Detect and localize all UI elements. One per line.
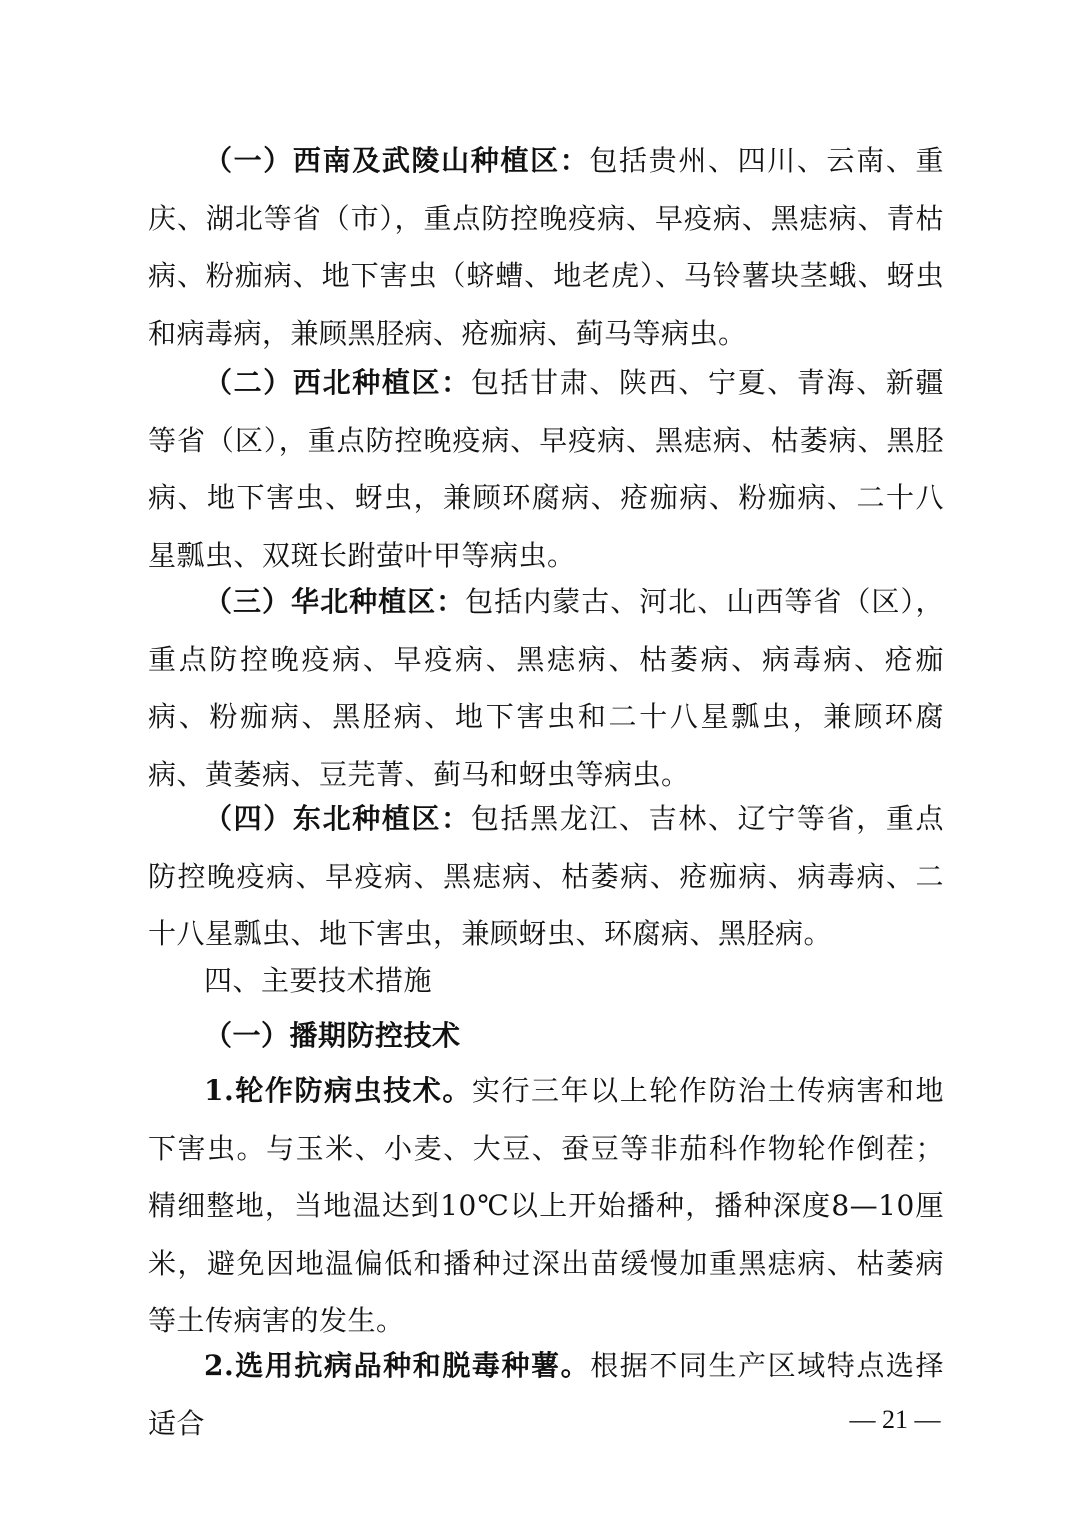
sub-heading: （一）播期防控技术 <box>204 1019 461 1052</box>
item-1-title: 1.轮作防病虫技术。 <box>204 1074 472 1107</box>
chapter-heading: 四、主要技术措施 <box>204 964 433 997</box>
item-2-paragraph <box>148 1337 944 1452</box>
item-1-paragraph <box>148 1062 944 1350</box>
section-3-paragraph <box>148 573 944 803</box>
item-1-text: 实行三年以上轮作防治土传病害和地下害虫。与玉米、小麦、大豆、蚕豆等非茄科作物轮作倒茬；精细整地，当地温达到10℃以上开始播种，播种深度8—10厘米，避免因地温偏低和播种过深出苗缓慢加重黑痣病、枯萎病等土传病害的发生。 <box>148 1074 944 1337</box>
section-2-text: 包括甘肃、陕西、宁夏、青海、新疆等省（区），重点防控晚疫病、早疫病、黑痣病、枯萎病、黑胫病、地下害虫、蚜虫，兼顾环腐病、疮痂病、粉痂病、二十八星瓢虫、双斑长跗萤叶甲等病虫。 <box>148 366 944 572</box>
section-2-paragraph <box>148 354 944 584</box>
section-2-heading: （二）西北种植区： <box>204 366 471 399</box>
section-4-heading: （四）东北种植区： <box>204 802 471 835</box>
section-3-heading: （三）华北种植区： <box>204 585 466 618</box>
section-4-text: 包括黑龙江、吉林、辽宁等省，重点防控晚疫病、早疫病、黑痣病、枯萎病、疮痂病、病毒病、二十八星瓢虫、地下害虫，兼顾蚜虫、环腐病、黑胫病。 <box>148 802 944 950</box>
item-2-text: 根据不同生产区域特点选择适合 <box>148 1349 944 1440</box>
item-2-title: 2.选用抗病品种和脱毒种薯。 <box>204 1349 591 1382</box>
section-1-paragraph <box>148 132 944 362</box>
section-1-heading: （一）西南及武陵山种植区： <box>204 144 590 177</box>
section-3-text: 包括内蒙古、河北、山西等省（区），重点防控晚疫病、早疫病、黑痣病、枯萎病、病毒病、疮痂病、粉痂病、黑胫病、地下害虫和二十八星瓢虫，兼顾环腐病、黄萎病、豆芫菁、蓟马和蚜虫等病虫。 <box>148 585 944 791</box>
section-4-paragraph <box>148 790 944 963</box>
page-number: — 21 — <box>849 1405 941 1434</box>
section-1-text: 包括贵州、四川、云南、重庆、湖北等省（市），重点防控晚疫病、早疫病、黑痣病、青枯病、粉痂病、地下害虫（蛴螬、地老虎）、马铃薯块茎蛾、蚜虫和病毒病，兼顾黑胫病、疮痂病、蓟马等病虫。 <box>148 144 944 350</box>
